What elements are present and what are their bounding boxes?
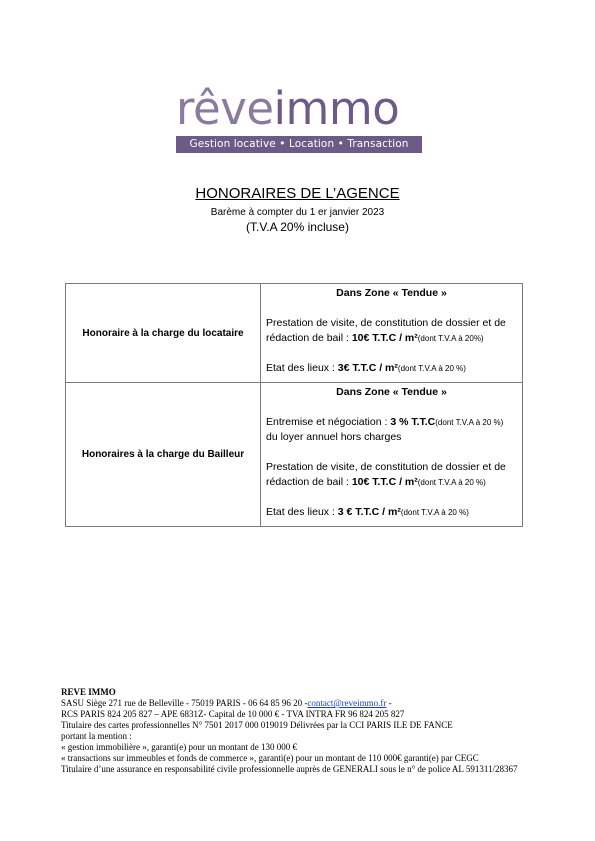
table-row <box>66 383 523 527</box>
page-subtitle: Barème à compter du 1 er janvier 2023 <box>210 207 385 218</box>
zone-heading: Dans Zone « Tendue » <box>336 287 447 299</box>
footer-company-name: REVE IMMO <box>61 687 116 697</box>
contact-email-link[interactable]: contact@reveimmo.fr <box>307 698 387 708</box>
footer-insurance: Titulaire d’une assurance en responsabilité civile professionnelle auprès de GENERALI sous le n° de police AL 591311/28367 <box>61 764 518 774</box>
footer-cards: Titulaire des cartes professionnelles N° 7501 2017 000 019019 Délivrées par la CCI PARIS ILE DE FANCE <box>61 720 453 730</box>
page-title: HONORAIRES DE L’AGENCE <box>195 185 400 202</box>
footer-rcs: RCS PARIS 824 205 827 – APE 6831Z- Capital de 10 000 € - TVA INTRA FR 96 824 205 827 <box>61 709 405 719</box>
fee-tax-note: (dont T.V.A à 20 %) <box>400 508 469 517</box>
fee-tax-note: (dont T.V.A à 20 %) <box>417 478 486 487</box>
row-content <box>261 284 523 383</box>
fee-price: 3 € T.T.C / m² <box>337 506 401 518</box>
fee-tax-note: (dont T.V.A à 20 %) <box>435 418 504 427</box>
footer-guarantee-management: « gestion immobilière », garanti(e) pour un montant de 130 000 € <box>61 742 297 752</box>
fee-paragraph <box>266 415 517 445</box>
row-content <box>261 383 523 527</box>
table-row <box>66 284 523 383</box>
logo-wordmark-part1: rêve <box>176 82 274 135</box>
footer-guarantee-transactions: « transactions sur immeubles et fonds de commerce », garanti(e) pour un montant de 110 000€ garanti(e) par CEGC <box>61 753 479 763</box>
fee-paragraph <box>266 361 517 376</box>
fee-price: 3 % T.T.C <box>390 416 436 428</box>
fee-trail: du loyer annuel hors charges <box>266 431 402 443</box>
legal-footer <box>61 687 539 775</box>
logo-wordmark <box>176 84 422 134</box>
footer-address-suffix: - <box>386 698 392 708</box>
footer-address-text: SASU Siège 271 rue de Belleville - 75019 PARIS - 06 64 85 96 20 - <box>61 698 308 708</box>
fee-description: Prestation de visite, de constitution de dossier et de rédaction de bail : <box>266 317 506 344</box>
fee-price: 10€ T.T.C / m² <box>351 476 418 488</box>
fee-paragraph <box>266 460 517 490</box>
fee-description: Etat des lieux : <box>266 362 338 374</box>
logo-tagline: Gestion locative • Location • Transaction <box>176 136 422 153</box>
fee-description: Entremise et négociation : <box>266 416 391 428</box>
fee-paragraph <box>266 316 517 346</box>
fee-price: 10€ T.T.C / m² <box>351 332 418 344</box>
fee-description: Etat des lieux : <box>266 506 338 518</box>
row-label: Honoraires à la charge du Bailleur <box>66 383 261 527</box>
fee-description: Prestation de visite, de constitution de dossier et de rédaction de bail : <box>266 461 506 488</box>
fee-price: 3€ T.T.C / m² <box>337 362 398 374</box>
footer-address <box>61 698 539 709</box>
row-label: Honoraire à la charge du locataire <box>66 284 261 383</box>
zone-heading: Dans Zone « Tendue » <box>336 386 447 398</box>
fee-tax-note: (dont T.V.A à 20%) <box>417 334 484 343</box>
fee-tax-note: (dont T.V.A à 20 %) <box>397 364 466 373</box>
logo-wordmark-part2: immo <box>273 82 400 135</box>
company-logo <box>176 84 422 153</box>
tva-note: (T.V.A 20% incluse) <box>246 220 349 234</box>
footer-mention: portant la mention : <box>61 731 132 741</box>
fee-paragraph <box>266 505 517 520</box>
fees-table <box>65 283 523 527</box>
